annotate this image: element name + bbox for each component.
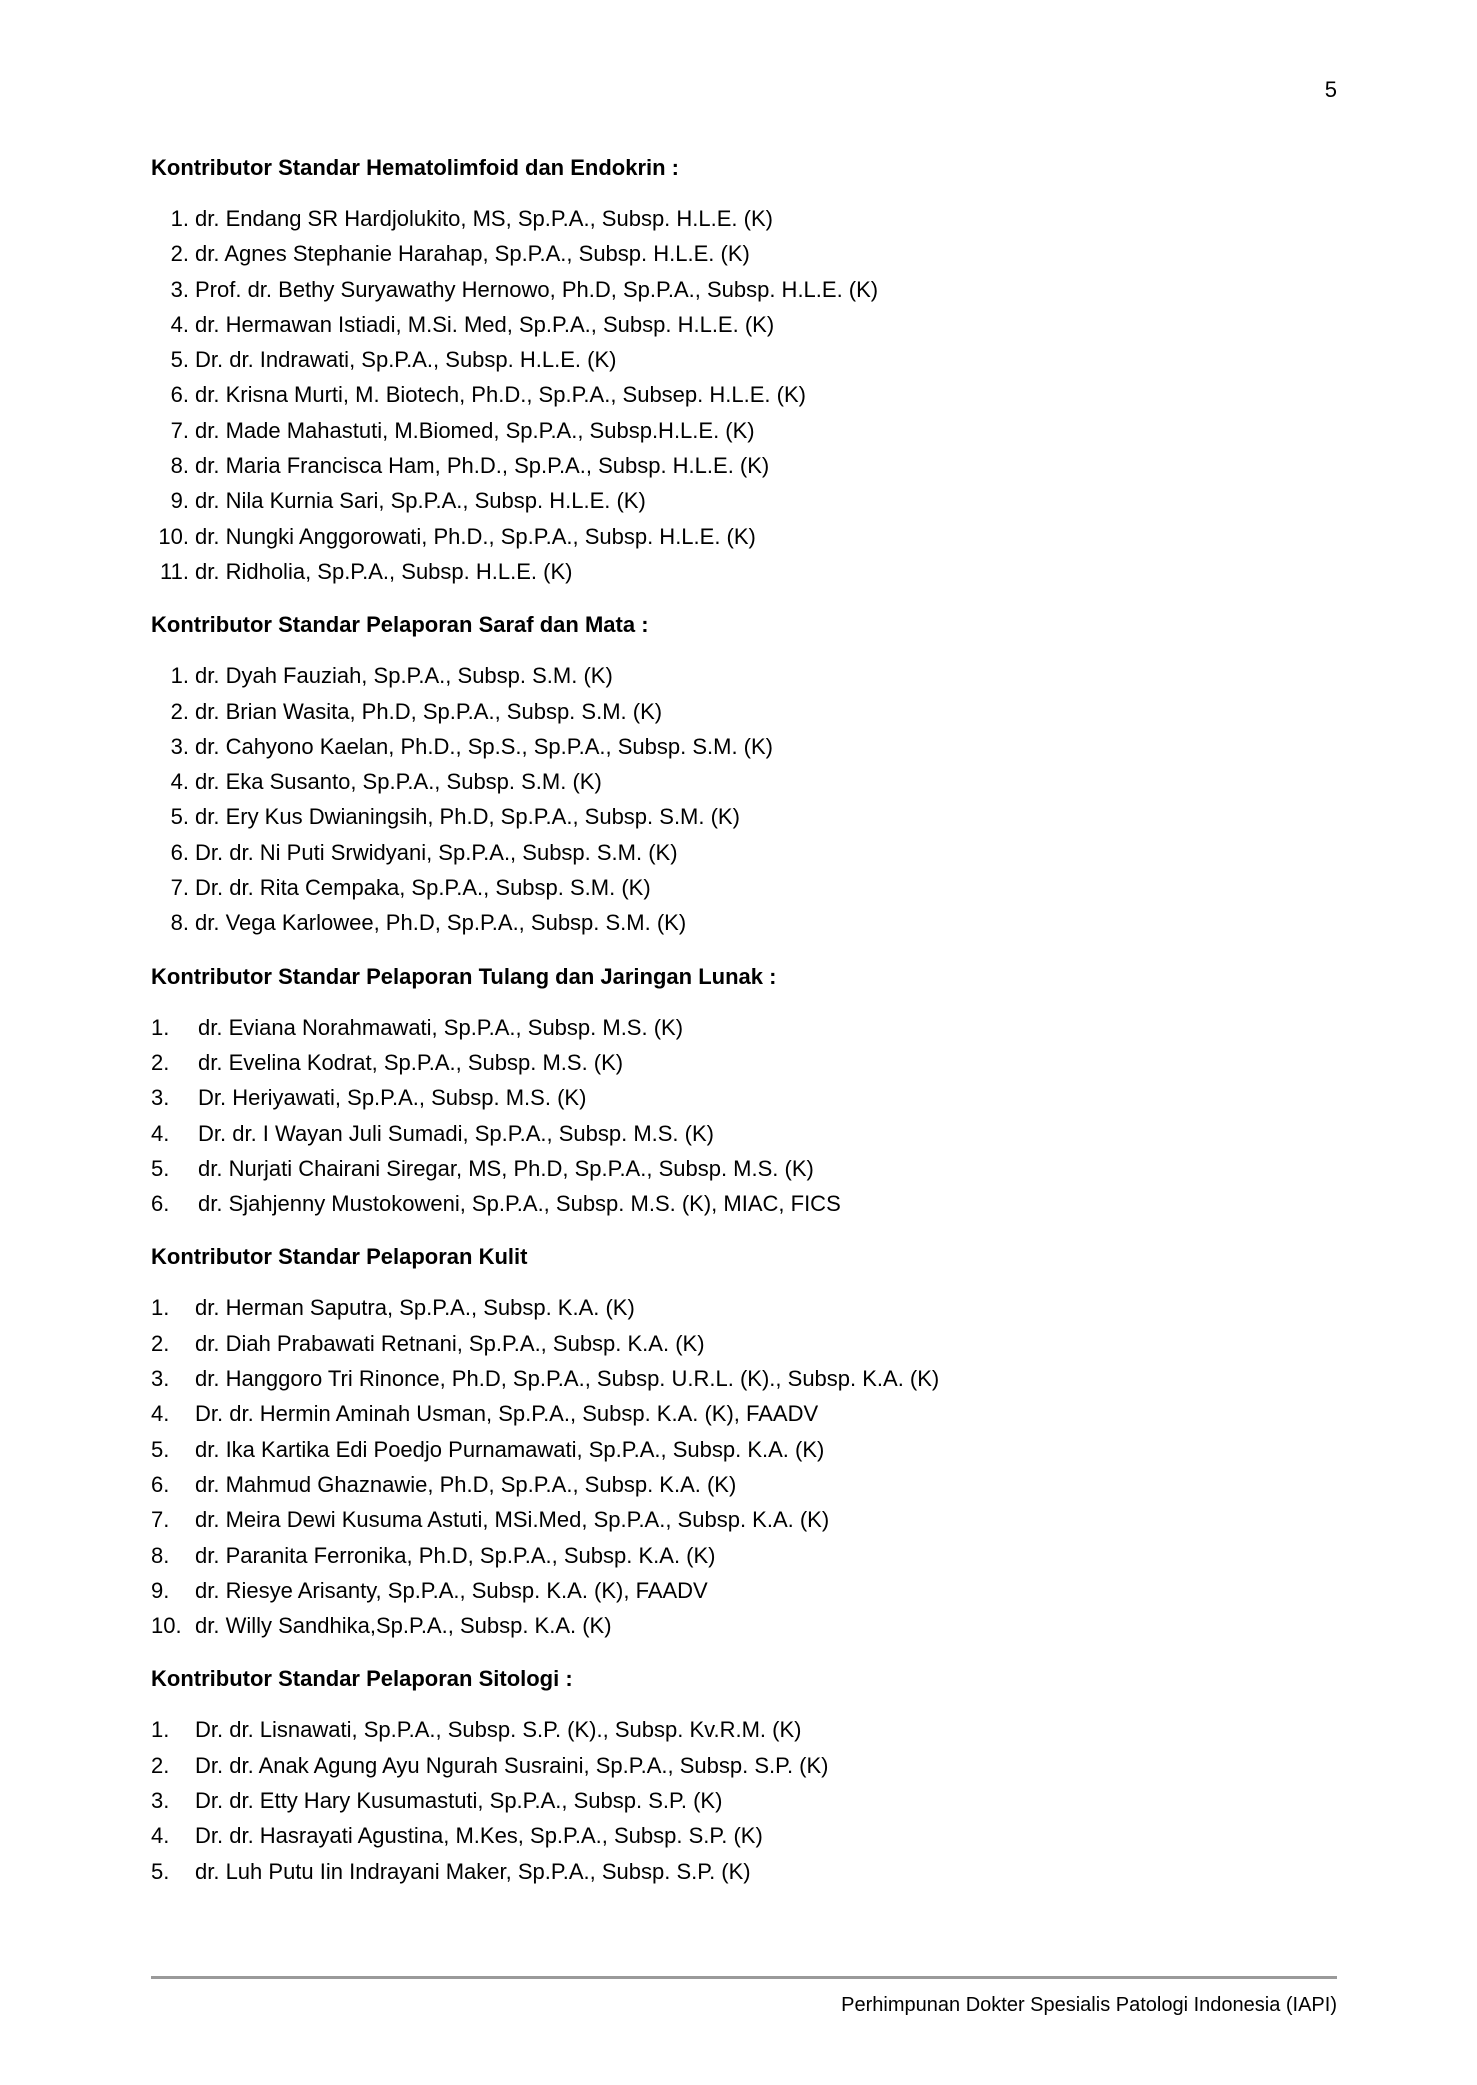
list-item [151, 272, 1351, 307]
list-item [151, 729, 1351, 764]
item-text: dr. Ika Kartika Edi Poedjo Purnamawati, Sp.P.A., Subsp. K.A. (K) [195, 1436, 825, 1462]
item-text: dr. Brian Wasita, Ph.D, Sp.P.A., Subsp. S.M. (K) [195, 698, 663, 724]
item-text: dr. Hanggoro Tri Rinonce, Ph.D, Sp.P.A., Subsp. U.R.L. (K)., Subsp. K.A. (K) [195, 1366, 940, 1392]
section-title: Kontributor Standar Pelaporan Tulang dan Jaringan Lunak : [151, 963, 777, 989]
list-item [151, 694, 1351, 729]
item-number: 8. [151, 1542, 170, 1568]
item-number: 9. [170, 488, 189, 514]
list-item [151, 1783, 1351, 1818]
section-title: Kontributor Standar Hematolimfoid dan Endokrin : [151, 155, 679, 180]
section-sitologi [151, 1661, 1351, 1888]
item-number: 4. [151, 1120, 170, 1146]
item-number: 5. [151, 1155, 170, 1181]
item-number: 2. [170, 241, 189, 267]
item-number: 6. [151, 1191, 170, 1217]
list-item [151, 1712, 1351, 1747]
item-number: 3. [151, 1085, 170, 1111]
item-number: 5. [151, 1436, 170, 1462]
list-item [151, 870, 1351, 905]
item-text: Prof. dr. Bethy Suryawathy Hernowo, Ph.D, Sp.P.A., Subsp. H.L.E. (K) [195, 276, 879, 302]
item-text: dr. Krisna Murti, M. Biotech, Ph.D., Sp.P.A., Subsep. H.L.E. (K) [195, 382, 806, 408]
item-text: dr. Riesye Arisanty, Sp.P.A., Subsp. K.A. (K), FAADV [195, 1577, 708, 1603]
item-number: 1. [170, 206, 189, 231]
item-text: dr. Diah Prabawati Retnani, Sp.P.A., Subsp. K.A. (K) [195, 1330, 705, 1356]
document-body [151, 150, 1351, 1907]
item-number: 1. [151, 1014, 170, 1040]
item-text: Dr. dr. Hermin Aminah Usman, Sp.P.A., Subsp. K.A. (K), FAADV [195, 1401, 819, 1427]
list-item [151, 1010, 1351, 1045]
list-item [151, 1326, 1351, 1361]
item-number: 8. [170, 453, 189, 479]
contributor-list [151, 1010, 1351, 1222]
item-number: 4. [170, 311, 189, 337]
item-number: 3. [170, 733, 189, 759]
item-number: 9. [151, 1577, 170, 1603]
item-number: 3. [151, 1787, 170, 1813]
item-number: 8. [170, 910, 189, 936]
item-text: Dr. dr. Hasrayati Agustina, M.Kes, Sp.P.A., Subsp. S.P. (K) [195, 1823, 763, 1849]
item-number: 7. [170, 417, 189, 443]
list-item [151, 1467, 1351, 1502]
list-item [151, 835, 1351, 870]
item-number: 5. [170, 804, 189, 830]
item-number: 2. [170, 698, 189, 724]
item-number: 4. [151, 1823, 170, 1849]
item-text: dr. Willy Sandhika,Sp.P.A., Subsp. K.A. (K) [195, 1613, 612, 1639]
list-item [151, 236, 1351, 271]
item-number: 4. [151, 1401, 170, 1427]
list-item [151, 483, 1351, 518]
footer-divider [151, 1976, 1337, 1979]
item-text: dr. Endang SR Hardjolukito, MS, Sp.P.A., Subsp. H.L.E. (K) [195, 206, 773, 231]
item-number: 10. [158, 523, 189, 549]
list-item [151, 1396, 1351, 1431]
list-item [151, 1573, 1351, 1608]
list-item [151, 1538, 1351, 1573]
item-text: dr. Vega Karlowee, Ph.D, Sp.P.A., Subsp. S.M. (K) [195, 910, 687, 936]
item-text: dr. Luh Putu Iin Indrayani Maker, Sp.P.A., Subsp. S.P. (K) [195, 1858, 751, 1884]
list-item [151, 1080, 1351, 1115]
item-number: 1. [170, 663, 189, 689]
item-text: dr. Herman Saputra, Sp.P.A., Subsp. K.A. (K) [195, 1295, 635, 1321]
section-title: Kontributor Standar Pelaporan Kulit [151, 1244, 528, 1270]
item-text: dr. Hermawan Istiadi, M.Si. Med, Sp.P.A., Subsp. H.L.E. (K) [195, 311, 775, 337]
list-item [151, 201, 1351, 236]
item-number: 7. [170, 875, 189, 901]
list-item [151, 519, 1351, 554]
list-item [151, 1432, 1351, 1467]
list-item [151, 1361, 1351, 1396]
item-text: Dr. dr. Etty Hary Kusumastuti, Sp.P.A., Subsp. S.P. (K) [195, 1787, 723, 1813]
section-tulang-jaringan-lunak [151, 959, 1351, 1222]
item-number: 3. [151, 1366, 170, 1392]
item-text: Dr. dr. I Wayan Juli Sumadi, Sp.P.A., Subsp. M.S. (K) [198, 1120, 714, 1146]
item-text: dr. Ridholia, Sp.P.A., Subsp. H.L.E. (K) [195, 558, 573, 584]
list-item [151, 1608, 1351, 1643]
item-text: dr. Sjahjenny Mustokoweni, Sp.P.A., Subsp. M.S. (K), MIAC, FICS [198, 1191, 841, 1217]
list-item [151, 658, 1351, 693]
item-text: dr. Dyah Fauziah, Sp.P.A., Subsp. S.M. (K) [195, 663, 613, 689]
page-number: 5 [1324, 77, 1337, 102]
list-item [151, 554, 1351, 589]
item-text: dr. Evelina Kodrat, Sp.P.A., Subsp. M.S. (K) [198, 1049, 624, 1075]
item-number: 2. [151, 1049, 170, 1075]
item-text: Dr. dr. Anak Agung Ayu Ngurah Susraini, Sp.P.A., Subsp. S.P. (K) [195, 1752, 829, 1778]
item-number: 1. [151, 1717, 170, 1743]
item-text: Dr. dr. Indrawati, Sp.P.A., Subsp. H.L.E. (K) [195, 347, 617, 373]
item-number: 2. [151, 1330, 170, 1356]
list-item [151, 1854, 1351, 1889]
section-title: Kontributor Standar Pelaporan Saraf dan Mata : [151, 612, 649, 638]
item-number: 1. [151, 1295, 170, 1321]
section-hematolimfoid [151, 150, 1351, 589]
item-text: dr. Agnes Stephanie Harahap, Sp.P.A., Subsp. H.L.E. (K) [195, 241, 750, 267]
list-item [151, 1502, 1351, 1537]
item-text: dr. Maria Francisca Ham, Ph.D., Sp.P.A., Subsp. H.L.E. (K) [195, 453, 770, 479]
list-item [151, 1151, 1351, 1186]
list-item [151, 307, 1351, 342]
section-title: Kontributor Standar Pelaporan Sitologi : [151, 1666, 573, 1692]
list-item [151, 1186, 1351, 1221]
item-number: 6. [151, 1471, 170, 1497]
item-number: 3. [170, 276, 189, 302]
item-number: 6. [170, 839, 189, 865]
item-number: 10. [151, 1613, 182, 1639]
item-text: Dr. Heriyawati, Sp.P.A., Subsp. M.S. (K) [198, 1085, 587, 1111]
list-item [151, 1748, 1351, 1783]
item-text: dr. Nila Kurnia Sari, Sp.P.A., Subsp. H.L.E. (K) [195, 488, 646, 514]
item-text: dr. Nurjati Chairani Siregar, MS, Ph.D, Sp.P.A., Subsp. M.S. (K) [198, 1155, 814, 1181]
item-number: 6. [170, 382, 189, 408]
list-item [151, 1116, 1351, 1151]
item-text: dr. Made Mahastuti, M.Biomed, Sp.P.A., Subsp.H.L.E. (K) [195, 417, 755, 443]
item-text: dr. Cahyono Kaelan, Ph.D., Sp.S., Sp.P.A., Subsp. S.M. (K) [195, 733, 774, 759]
item-number: 5. [151, 1858, 170, 1884]
contributor-list [151, 1290, 1351, 1643]
list-item [151, 764, 1351, 799]
item-text: dr. Meira Dewi Kusuma Astuti, MSi.Med, Sp.P.A., Subsp. K.A. (K) [195, 1507, 830, 1533]
item-number: 5. [170, 347, 189, 373]
item-number: 7. [151, 1507, 170, 1533]
item-number: 4. [170, 769, 189, 795]
list-item [151, 413, 1351, 448]
list-item [151, 799, 1351, 834]
item-text: dr. Paranita Ferronika, Ph.D, Sp.P.A., Subsp. K.A. (K) [195, 1542, 716, 1568]
item-text: dr. Eviana Norahmawati, Sp.P.A., Subsp. M.S. (K) [198, 1014, 684, 1040]
item-number: 11. [160, 558, 189, 584]
item-text: dr. Ery Kus Dwianingsih, Ph.D, Sp.P.A., Subsp. S.M. (K) [195, 804, 740, 830]
list-item [151, 342, 1351, 377]
list-item [151, 448, 1351, 483]
contributor-list [151, 201, 1351, 589]
list-item [151, 905, 1351, 940]
list-item [151, 377, 1351, 412]
item-text: Dr. dr. Rita Cempaka, Sp.P.A., Subsp. S.M. (K) [195, 875, 651, 901]
section-saraf-mata [151, 607, 1351, 940]
item-text: dr. Mahmud Ghaznawie, Ph.D, Sp.P.A., Subsp. K.A. (K) [195, 1471, 737, 1497]
item-text: Dr. dr. Lisnawati, Sp.P.A., Subsp. S.P. (K)., Subsp. Kv.R.M. (K) [195, 1717, 802, 1743]
contributor-list [151, 658, 1351, 940]
list-item [151, 1045, 1351, 1080]
item-text: Dr. dr. Ni Puti Srwidyani, Sp.P.A., Subsp. S.M. (K) [195, 839, 678, 865]
section-kulit [151, 1239, 1351, 1643]
item-text: dr. Eka Susanto, Sp.P.A., Subsp. S.M. (K) [195, 769, 602, 795]
item-text: dr. Nungki Anggorowati, Ph.D., Sp.P.A., Subsp. H.L.E. (K) [195, 523, 756, 549]
list-item [151, 1290, 1351, 1325]
item-number: 2. [151, 1752, 170, 1778]
list-item [151, 1818, 1351, 1853]
contributor-list [151, 1712, 1351, 1888]
footer-organization: Perhimpunan Dokter Spesialis Patologi Indonesia (IAPI) [841, 1994, 1337, 2016]
